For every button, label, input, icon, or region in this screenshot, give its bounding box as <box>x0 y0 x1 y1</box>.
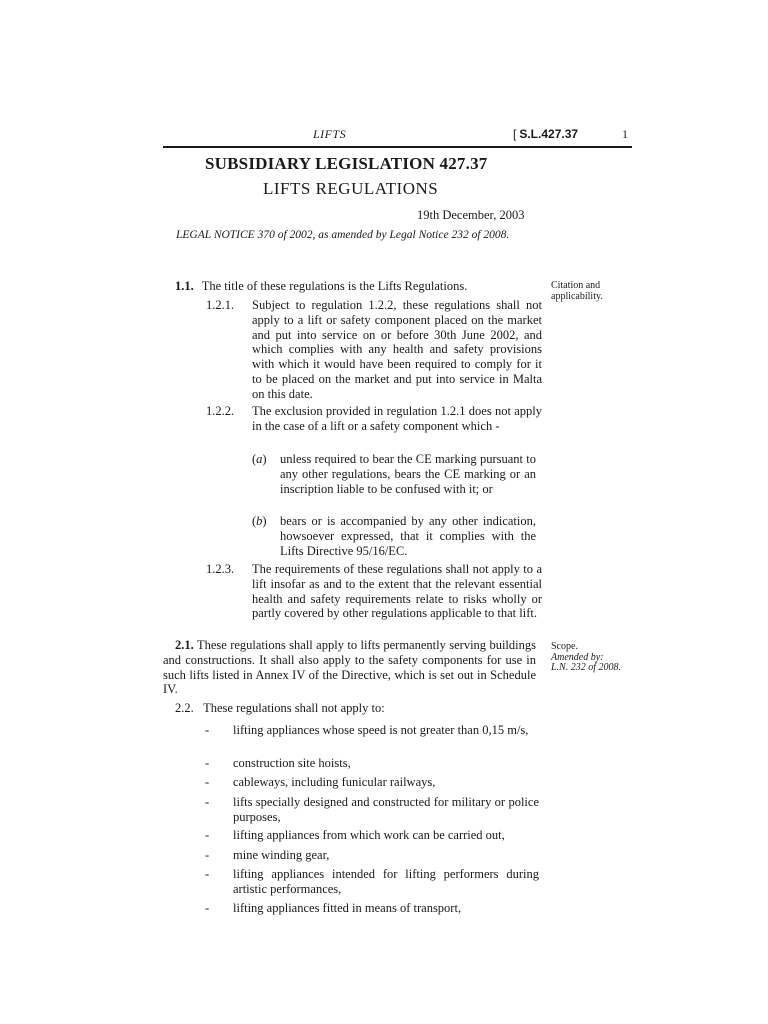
dash-marker: - <box>205 756 210 770</box>
exclusion-text: lifts specially designed and constructed for military or police purposes, <box>233 795 539 824</box>
exclusion-text: lifting appliances whose speed is not greater than 0,15 m/s, <box>233 723 529 737</box>
item-label: (a) <box>252 452 267 466</box>
item-label: (b) <box>252 514 267 528</box>
list-item-b <box>252 514 536 560</box>
regulation-number: 1.2.3. <box>206 562 235 576</box>
margin-note-title: Scope. <box>551 641 578 652</box>
exclusion-item <box>205 848 539 863</box>
dash-marker: - <box>205 795 210 809</box>
page-number: 1 <box>622 127 628 141</box>
exclusion-text: lifting appliances fitted in means of transport, <box>233 901 462 915</box>
exclusion-text: mine winding gear, <box>233 848 330 862</box>
exclusion-text: cableways, including funicular railways, <box>233 775 436 789</box>
regulation-text: The title of these regulations is the Lifts Regulations. <box>201 279 468 293</box>
dash-marker: - <box>205 901 210 915</box>
exclusion-item <box>205 901 539 916</box>
exclusion-text: lifting appliances intended for lifting performers during artistic performances, <box>233 867 539 896</box>
header-bracket: [ <box>513 127 517 141</box>
regulation-1-2-3 <box>206 562 542 637</box>
dash-marker: - <box>205 828 210 842</box>
regulation-number: 2.2. <box>175 701 194 715</box>
regulation-text: These regulations shall apply to lifts permanently serving buildings and constructions. It shall also apply to the safety components for use in such lifts listed in Annex IV of the Directive, which is set out in Schedule IV. <box>163 638 536 697</box>
regulation-1-2-2 <box>206 404 542 450</box>
dash-marker: - <box>205 723 210 737</box>
margin-note-scope <box>551 642 641 674</box>
header-rule <box>163 146 632 148</box>
regulation-1-1 <box>175 279 545 294</box>
regulation-2-1 <box>163 638 536 697</box>
subsidiary-legislation-title: SUBSIDIARY LEGISLATION 427.37 <box>205 154 488 173</box>
margin-note-citation: Citation and applicability. <box>551 280 603 302</box>
header-reference-text: S.L.427.37 <box>519 127 579 141</box>
dash-marker: - <box>205 775 210 789</box>
exclusion-item <box>205 867 539 897</box>
enactment-date: 19th December, 2003 <box>417 208 525 222</box>
regulation-text: Subject to regulation 1.2.2, these regulations shall not apply to a lift or safety component placed on the market and put into service on or before 30th June 2002, and which complies with any health and safety provisions with which it would have been required to comply for it to be placed on the market and put into service in Malta on this date. <box>252 298 542 401</box>
regulation-number: 1.2.1. <box>206 298 235 312</box>
dash-marker: - <box>205 848 210 862</box>
exclusion-text: lifting appliances from which work can be carried out, <box>233 828 505 842</box>
exclusion-item <box>205 795 539 825</box>
exclusion-item <box>205 828 539 843</box>
item-text: unless required to bear the CE marking pursuant to any other regulations, bears the CE marking or an inscription liable to be confused with it; or <box>280 452 536 496</box>
legal-notice: LEGAL NOTICE 370 of 2002, as amended by Legal Notice 232 of 2008. <box>176 229 510 241</box>
regulation-2-2 <box>175 701 385 716</box>
margin-note-legal-notice: L.N. 232 of 2008. <box>551 662 622 673</box>
regulations-title: LIFTS REGULATIONS <box>263 179 439 198</box>
regulation-text: These regulations shall not apply to: <box>203 701 385 715</box>
list-item-a <box>252 452 536 514</box>
item-text: bears or is accompanied by any other indication, howsoever expressed, that it complies with the Lifts Directive 95/16/EC. <box>280 514 536 558</box>
regulation-1-2-1 <box>206 298 542 403</box>
margin-note-amended: Amended by: <box>551 651 604 663</box>
regulation-text: The requirements of these regulations shall not apply to a lift insofar as and to the extent that the relevant essential health and safety requirements relate to risks wholly or partly covered by other regulations applicable to that lift. <box>252 562 542 621</box>
dash-marker: - <box>205 867 210 881</box>
exclusion-item <box>205 756 539 771</box>
regulation-number: 2.1. <box>175 638 194 652</box>
running-header-title: LIFTS <box>313 127 347 141</box>
regulation-number: 1.2.2. <box>206 404 235 418</box>
regulation-text: The exclusion provided in regulation 1.2.1 does not apply in the case of a lift or a safety component which - <box>252 404 542 433</box>
exclusion-item <box>205 723 539 753</box>
exclusion-item <box>205 775 539 790</box>
running-header-reference <box>513 127 578 141</box>
exclusion-text: construction site hoists, <box>233 756 351 770</box>
regulation-number: 1.1. <box>175 279 194 293</box>
